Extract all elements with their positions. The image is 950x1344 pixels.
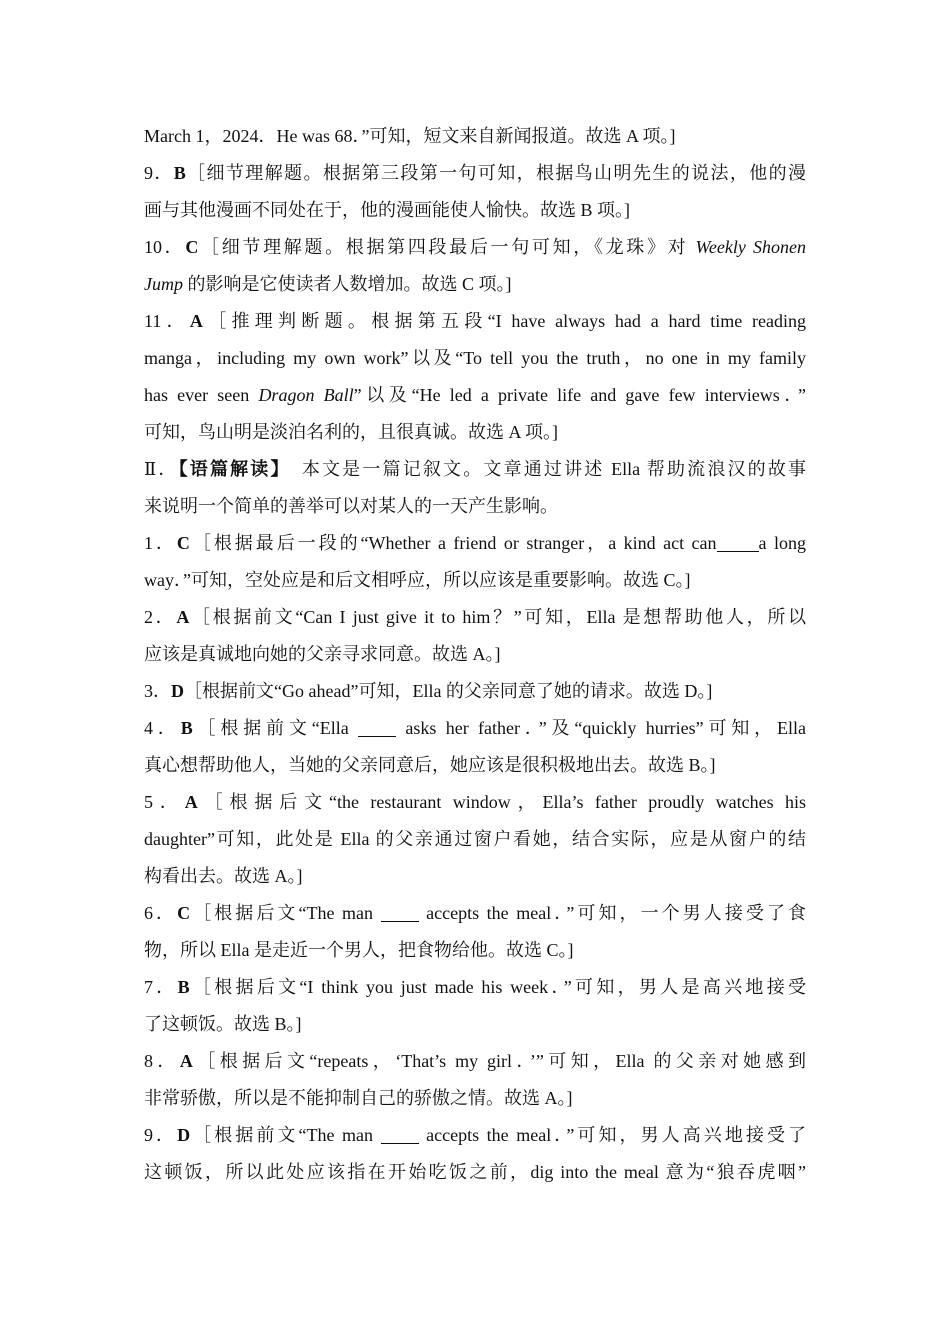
text-run: 5．	[144, 792, 185, 812]
text-line	[144, 1080, 806, 1117]
italic-title: Weekly Shonen	[695, 237, 806, 257]
text-run: 这顿饭，所以此处应该指在开始吃饭之前，dig into the meal 意为“狼吞虎咽”	[144, 1162, 806, 1182]
text-line	[144, 969, 806, 1006]
text-run: ”以及“He led a private life and gave few interviews．”	[353, 385, 806, 405]
text-run: ［根据前文“Go ahead”可知，Ella 的父亲同意了她的请求。故选 D。]	[184, 681, 713, 701]
text-line	[144, 155, 806, 192]
text-run: ［根据后文“the restaurant window，Ella’s father proudly watches his	[197, 792, 806, 812]
text-line	[144, 340, 806, 377]
text-run: 10．	[144, 237, 186, 257]
answer-letter: A	[179, 1051, 193, 1071]
text-line	[144, 525, 806, 562]
text-run: 构看出去。故选 A。]	[144, 866, 303, 886]
text-run: 非常骄傲，所以是不能抑制自己的骄傲之情。故选 A。]	[144, 1088, 573, 1108]
text-line	[144, 266, 806, 303]
text-line	[144, 673, 806, 710]
text-run: Ⅱ．	[144, 459, 179, 479]
text-line	[144, 229, 806, 266]
answer-letter: D	[171, 681, 184, 701]
answer-blank	[381, 903, 419, 922]
text-line	[144, 303, 806, 340]
answer-letter: B	[180, 718, 193, 738]
text-run: ［根据前文“The man	[190, 1125, 381, 1145]
text-line	[144, 784, 806, 821]
text-run: ［细节理解题。根据第四段最后一句可知，《龙珠》对	[198, 237, 696, 257]
text-run: ［细节理解题。根据第三段第一句可知，根据鸟山明先生的说法，他的漫	[185, 163, 806, 183]
answer-letter: C	[177, 903, 191, 923]
text-line	[144, 377, 806, 414]
italic-title: Jump	[144, 274, 183, 294]
text-run: ［推理判断题。根据第五段“I have always had a hard time reading	[202, 311, 806, 331]
text-run: accepts the meal．”可知，一个男人接受了食	[418, 903, 806, 923]
text-line	[144, 1154, 806, 1191]
text-line	[144, 488, 806, 525]
text-run: ［根据前文“Ella	[192, 718, 359, 738]
text-run: 3．	[144, 681, 171, 701]
answer-blank	[717, 533, 759, 552]
text-run: 物，所以 Ella 是走近一个男人，把食物给他。故选 C。]	[144, 940, 574, 960]
text-run: 真心想帮助他人，当她的父亲同意后，她应该是很积极地出去。故选 B。]	[144, 755, 716, 775]
text-run: asks her father．”及“quickly hurries”可知，Ella	[396, 718, 806, 738]
text-line	[144, 1006, 806, 1043]
text-line	[144, 1043, 806, 1080]
text-run: ［根据前文“Can I just give it to him？”可知，Ella 是想帮助他人，所以	[189, 607, 806, 627]
text-run: accepts the meal．”可知，男人高兴地接受了	[418, 1125, 806, 1145]
text-run: 了这顿饭。故选 B。]	[144, 1014, 302, 1034]
answer-letter: C	[176, 533, 190, 553]
answer-letter: A	[184, 792, 198, 812]
text-run: has ever seen	[144, 385, 259, 405]
text-run: 的影响是它使读者人数增加。故选 C 项。]	[183, 274, 512, 294]
text-run: a long	[758, 533, 806, 553]
text-run: manga，including my own work”以及“To tell you the truth，no one in my family	[144, 348, 806, 368]
text-run: ［根据后文“The man	[190, 903, 381, 923]
text-line	[144, 747, 806, 784]
text-run: way．”可知，空处应是和后文相呼应，所以应该是重要影响。故选 C。]	[144, 570, 691, 590]
text-line	[144, 895, 806, 932]
text-line	[144, 858, 806, 895]
text-run: 画与其他漫画不同处在于，他的漫画能使人愉快。故选 B 项。]	[144, 200, 630, 220]
text-line	[144, 932, 806, 969]
text-run: ［根据最后一段的“Whether a friend or stranger，a kind act can	[189, 533, 717, 553]
text-run: 7．	[144, 977, 178, 997]
text-run: 可知，鸟山明是淡泊名利的，且很真诚。故选 A 项。]	[144, 422, 558, 442]
answer-blank	[381, 1125, 419, 1144]
answer-letter: B	[177, 977, 190, 997]
answer-letter: A	[176, 607, 190, 627]
text-line	[144, 1117, 806, 1154]
text-run: ［根据后文“repeats，‘That’s my girl．’”可知，Ella 的父亲对她感到	[192, 1051, 806, 1071]
text-run: 本文是一篇记叙文。文章通过讲述 Ella 帮助流浪汉的故事	[281, 459, 806, 479]
text-line	[144, 414, 806, 451]
text-run: 9．	[144, 1125, 178, 1145]
text-run: 11．	[144, 311, 190, 331]
text-run: 4．	[144, 718, 181, 738]
text-run: ［根据后文“I think you just made his week．”可知，男人是高兴地接受	[189, 977, 806, 997]
answer-letter: B	[173, 163, 186, 183]
document-page	[144, 118, 806, 1191]
text-run: 6．	[144, 903, 178, 923]
text-run: 2．	[144, 607, 177, 627]
text-run: 9．	[144, 163, 174, 183]
text-run: 8．	[144, 1051, 180, 1071]
text-line	[144, 118, 806, 155]
text-line	[144, 599, 806, 636]
answer-letter: C	[185, 237, 199, 257]
text-line	[144, 821, 806, 858]
answer-letter: D	[177, 1125, 191, 1145]
text-line	[144, 451, 806, 488]
text-run: 应该是真诚地向她的父亲寻求同意。故选 A。]	[144, 644, 501, 664]
text-line	[144, 710, 806, 747]
text-run: 1．	[144, 533, 177, 553]
text-line	[144, 636, 806, 673]
text-line	[144, 562, 806, 599]
text-line	[144, 192, 806, 229]
text-run: March 1，2024．He was 68．”可知，短文来自新闻报道。故选 A 项。]	[144, 126, 676, 146]
answer-letter: 【语篇解读】	[178, 459, 282, 479]
text-run: daughter”可知，此处是 Ella 的父亲通过窗户看她，结合实际，应是从窗户的结	[144, 829, 806, 849]
answer-blank	[358, 718, 396, 737]
italic-title: Dragon Ball	[258, 385, 354, 405]
answer-letter: A	[189, 311, 203, 331]
text-run: 来说明一个简单的善举可以对某人的一天产生影响。	[144, 496, 558, 516]
